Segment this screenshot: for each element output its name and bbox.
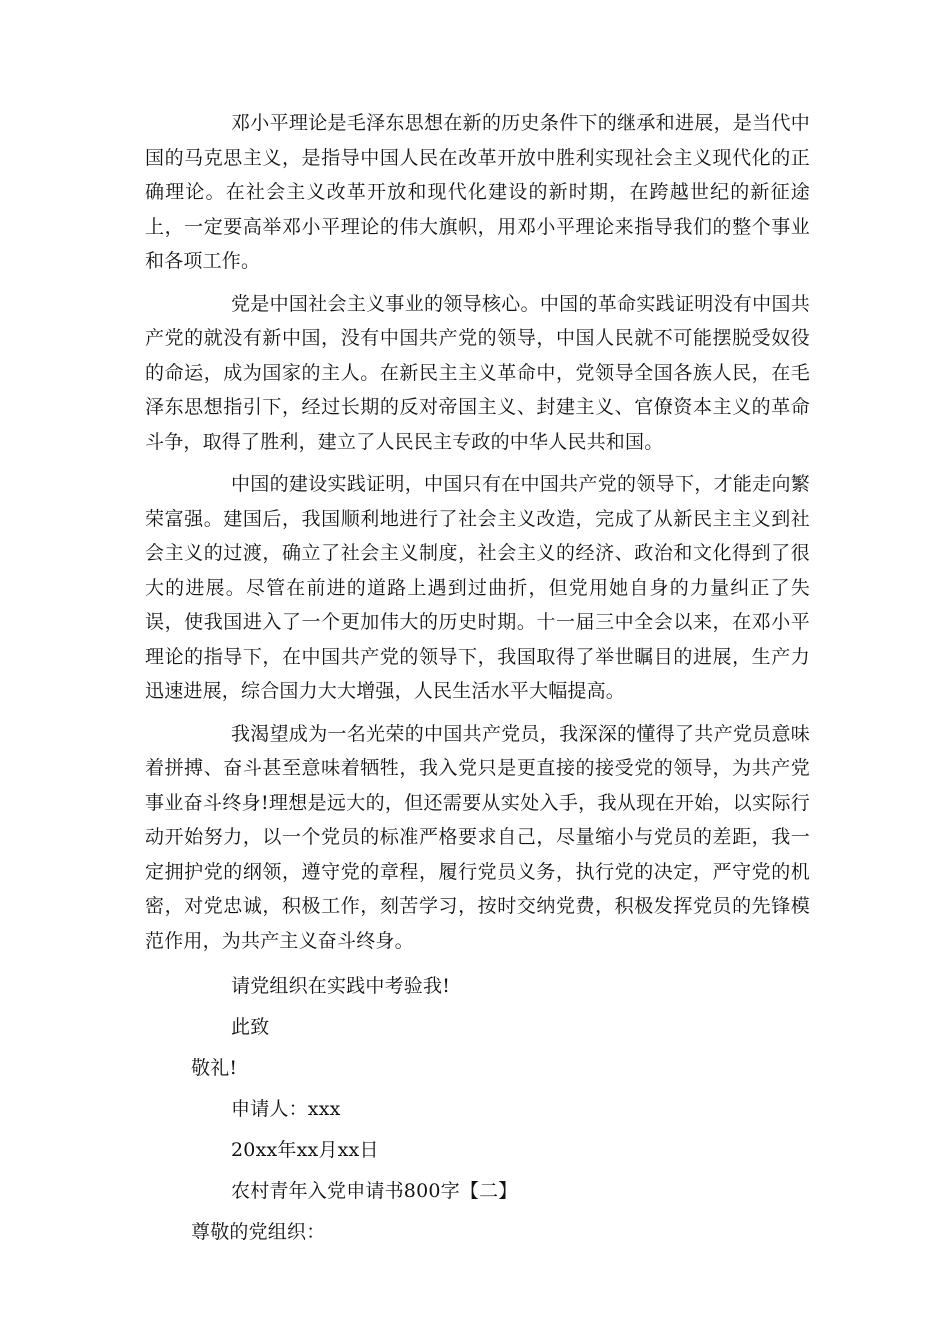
next-section-salutation: 尊敬的党组织： [191,1221,326,1243]
document-page [145,106,810,1253]
paragraph-personal-aspiration: 我渴望成为一名光荣的中国共产党员，我深深的懂得了共产党员意味着拼搏、奋斗甚至意味着牺牲，我入党只是更直接的接受党的领导，为共产党事业奋斗终身!理想是远大的，但还需要从实处入手，我从现在开始，以实际行动开始努力，以一个党员的标准严格要求自己，尽量缩小与党员的差距，我一定拥护党的纲领，遵守党的章程，履行党员义务，执行党的决定，严守党的机密，对党忠诚，积极工作，刻苦学习，按时交纳党费，积极发挥党员的先锋模范作用，为共产主义奋斗终身。 [145,722,810,952]
next-section-title: 农村青年入党申请书800字【二】 [231,1180,518,1202]
closing-request: 请党组织在实践中考验我! [231,975,451,997]
paragraph-party-leadership: 党是中国社会主义事业的领导核心。中国的革命实践证明没有中国共产党的就没有新中国，没有中国共产党的领导，中国人民就不可能摆脱受奴役的命运，成为国家的主人。在新民主主义革命中，党领导全国各族人民，在毛泽东思想指引下，经过长期的反对帝国主义、封建主义、官僚资本主义的革命斗争，取得了胜利，建立了人民民主专政的中华人民共和国。 [145,292,810,453]
paragraph-construction-practice: 中国的建设实践证明，中国只有在中国共产党的领导下，才能走向繁荣富强。建国后，我国顺利地进行了社会主义改造，完成了从新民主主义到社会主义的过渡，确立了社会主义制度，社会主义的经济、政治和文化得到了很大的进展。尽管在前进的道路上遇到过曲折，但党用她自身的力量纠正了失误，使我国进入了一个更加伟大的历史时期。十一届三中全会以来，在邓小平理论的指导下，在中国共产党的领导下，我国取得了举世瞩目的进展，生产力迅速进展，综合国力大大增强，人民生活水平大幅提高。 [145,473,810,702]
applicant-signature: 申请人：xxx [231,1098,341,1120]
closing-jing-li: 敬礼! [191,1057,238,1079]
application-date: 20xx年xx月xx日 [231,1139,379,1161]
paragraph-deng-xiaoping-theory: 邓小平理论是毛泽东思想在新的历史条件下的继承和进展，是当代中国的马克思主义，是指导中国人民在改革开放中胜利实现社会主义现代化的正确理论。在社会主义改革开放和现代化建设的新时期，在跨越世纪的新征途上，一定要高举邓小平理论的伟大旗帜，用邓小平理论来指导我们的整个事业和各项工作。 [145,112,810,272]
closing-ci-zhi: 此致 [231,1016,270,1038]
